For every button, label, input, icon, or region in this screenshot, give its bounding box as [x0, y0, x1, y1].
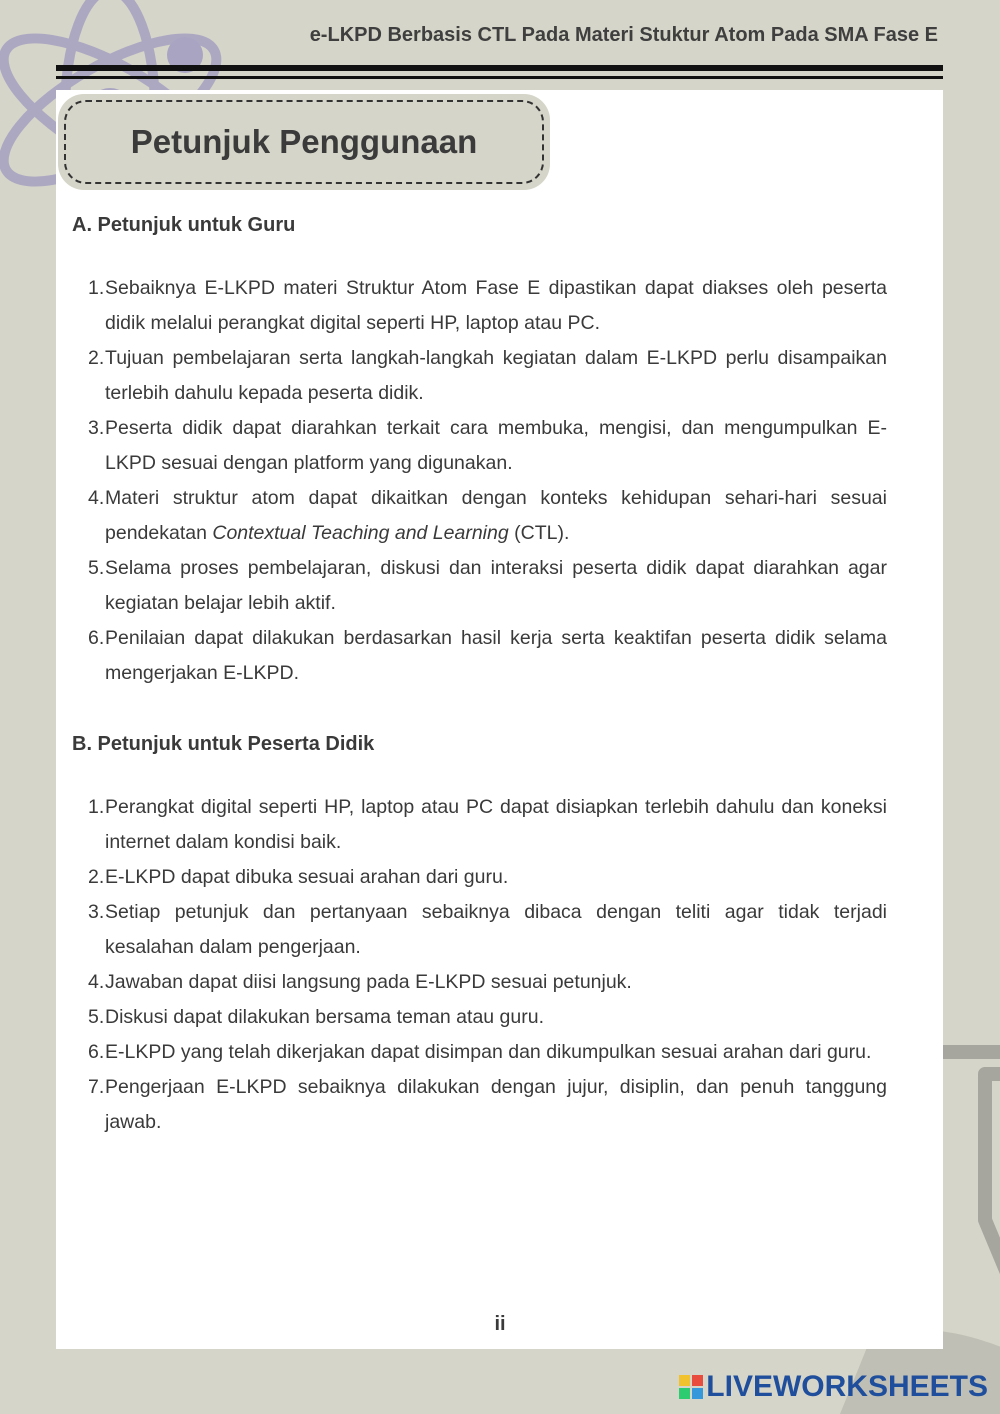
list-item-number: 1. — [88, 277, 105, 299]
list-item — [72, 860, 887, 895]
list-item-number: 1. — [88, 796, 105, 818]
list-item — [72, 341, 887, 411]
list-item-text: Selama proses pembelajaran, diskusi dan interaksi peserta didik dapat diarahkan agar kegiatan belajar lebih aktif. — [105, 557, 887, 614]
list-item-text: Penilaian dapat dilakukan berdasarkan hasil kerja serta keaktifan peserta didik selama mengerjakan E-LKPD. — [105, 627, 887, 684]
list-item-number: 5. — [88, 557, 105, 579]
list-item — [72, 551, 887, 621]
list-item — [72, 965, 887, 1000]
list-item-text: Peserta didik dapat diarahkan terkait cara membuka, mengisi, dan mengumpulkan E-LKPD sesuai dengan platform yang digunakan. — [105, 417, 887, 474]
liveworksheets-logo-icon — [679, 1375, 703, 1399]
list-item-number: 2. — [88, 347, 105, 369]
list-item-text: Tujuan pembelajaran serta langkah-langkah kegiatan dalam E-LKPD perlu disampaikan terlebih dahulu kepada peserta didik. — [105, 347, 887, 404]
list-item-number: 6. — [88, 1041, 105, 1063]
list-item-text: Perangkat digital seperti HP, laptop atau PC dapat disiapkan terlebih dahulu dan koneksi internet dalam kondisi baik. — [105, 796, 887, 853]
list-item-text: Jawaban dapat diisi langsung pada E-LKPD sesuai petunjuk. — [105, 971, 632, 993]
teacher-section-heading: A. Petunjuk untuk Guru — [72, 214, 296, 236]
list-item — [72, 481, 887, 551]
list-item-number: 5. — [88, 1006, 105, 1028]
list-item-text: Pengerjaan E-LKPD sebaiknya dilakukan dengan jujur, disiplin, dan penuh tanggung jawab. — [105, 1076, 887, 1133]
teacher-instructions-list — [72, 271, 887, 691]
list-item-number: 4. — [88, 971, 105, 993]
list-item — [72, 1035, 887, 1070]
list-item-text: Setiap petunjuk dan pertanyaan sebaiknya dibaca dengan teliti agar tidak terjadi kesalahan dalam pengerjaan. — [105, 901, 887, 958]
list-item-number: 6. — [88, 627, 105, 649]
liveworksheets-brand-link[interactable] — [679, 1370, 988, 1404]
list-item-number: 3. — [88, 901, 105, 923]
list-item — [72, 271, 887, 341]
list-item — [72, 1070, 887, 1140]
list-item-text: E-LKPD yang telah dikerjakan dapat disimpan dan dikumpulkan sesuai arahan dari guru. — [105, 1041, 872, 1063]
page-title-frame — [64, 100, 544, 184]
instructions-content — [72, 208, 887, 1140]
header-divider-thin — [56, 76, 943, 79]
brand-name: LIVEWORKSHEETS — [706, 1370, 988, 1403]
teacher-instructions-section — [72, 208, 887, 691]
student-section-heading: B. Petunjuk untuk Peserta Didik — [72, 733, 375, 755]
list-item-number: 2. — [88, 866, 105, 888]
document-header-title: e-LKPD Berbasis CTL Pada Materi Stuktur Atom Pada SMA Fase E — [309, 24, 938, 46]
list-item-text-suffix: (CTL). — [508, 522, 570, 544]
list-item — [72, 790, 887, 860]
list-item-number: 3. — [88, 417, 105, 439]
list-item-number: 7. — [88, 1076, 105, 1098]
student-instructions-section — [72, 727, 887, 1140]
header-divider-thick — [56, 65, 943, 71]
page-title-box — [58, 94, 550, 190]
list-item — [72, 621, 887, 691]
page-title: Petunjuk Penggunaan — [130, 123, 478, 160]
list-item-text: Materi struktur atom dapat dikaitkan dengan konteks kehidupan sehari-hari sesuai pendekatan — [105, 487, 887, 544]
list-item-number: 4. — [88, 487, 105, 509]
student-instructions-list — [72, 790, 887, 1140]
list-item-text: E-LKPD dapat dibuka sesuai arahan dari guru. — [105, 866, 509, 888]
page-number: ii — [494, 1313, 506, 1335]
list-item — [72, 895, 887, 965]
list-item-italic-term: Contextual Teaching and Learning — [212, 522, 509, 544]
list-item-text: Diskusi dapat dilakukan bersama teman atau guru. — [105, 1006, 544, 1028]
list-item-text: Sebaiknya E-LKPD materi Struktur Atom Fase E dipastikan dapat diakses oleh peserta didik melalui perangkat digital seperti HP, laptop atau PC. — [105, 277, 887, 334]
list-item — [72, 1000, 887, 1035]
list-item — [72, 411, 887, 481]
